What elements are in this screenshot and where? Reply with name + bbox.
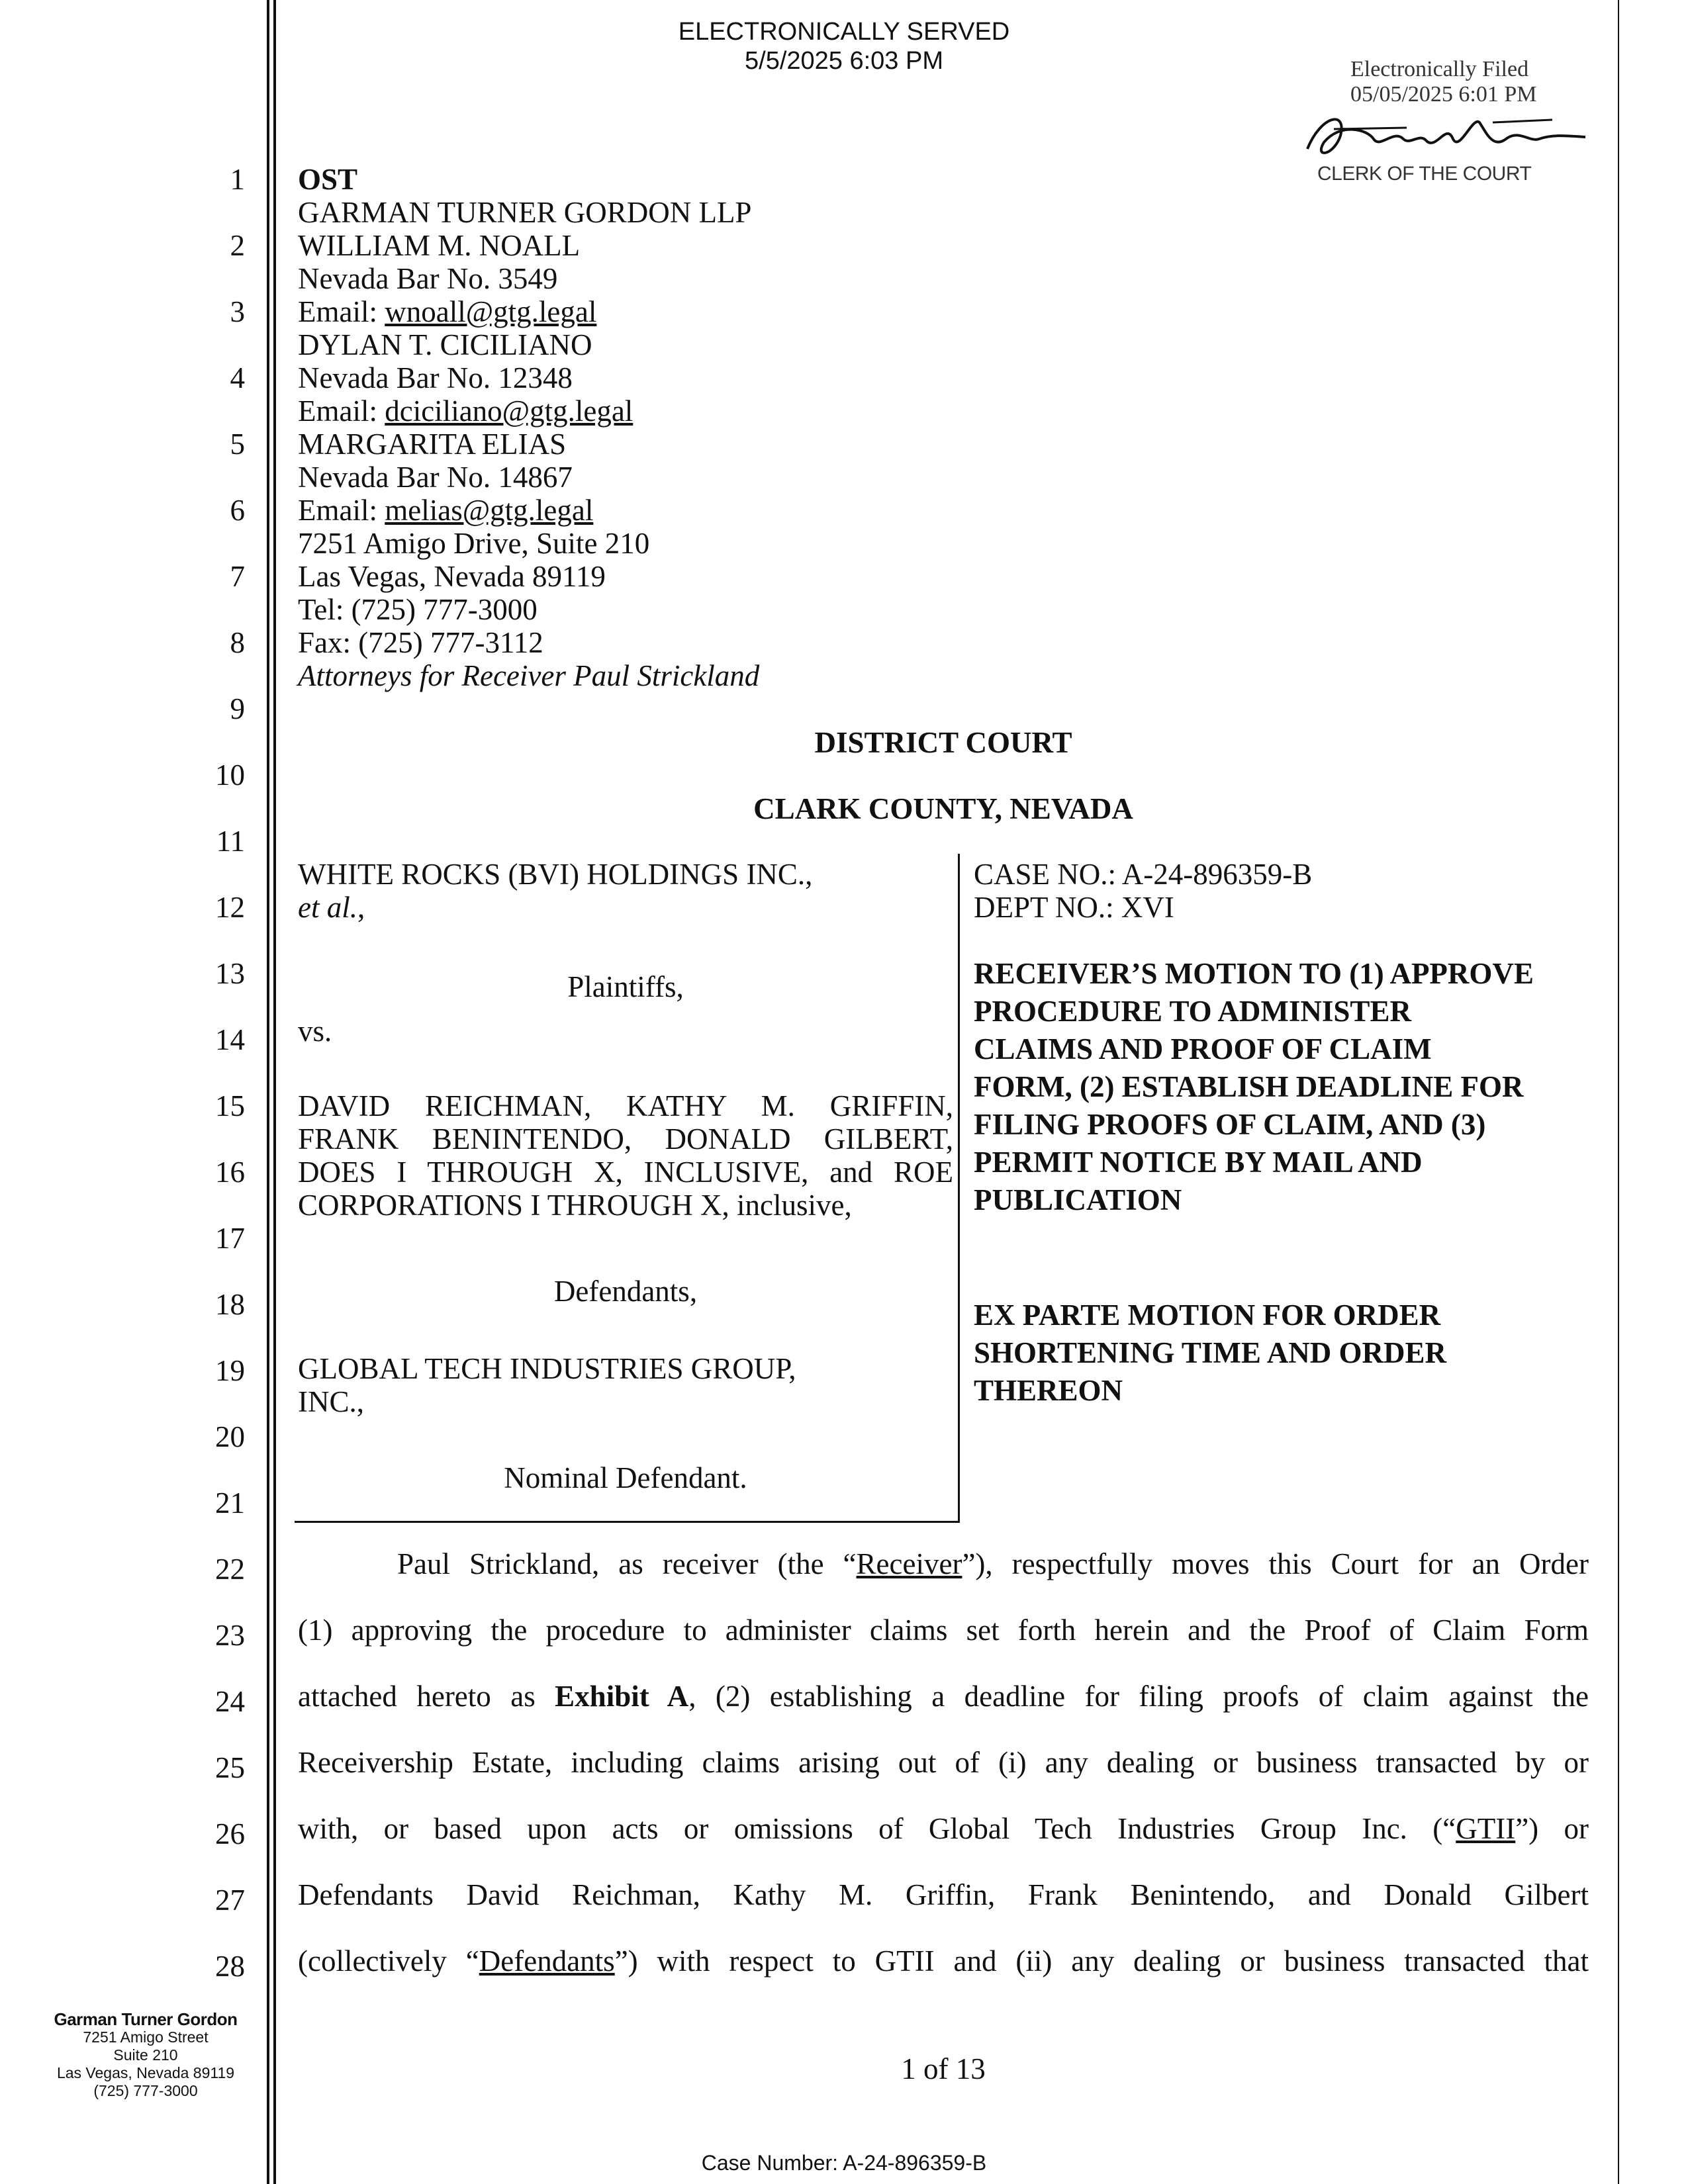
motion-title-line: PUBLICATION [974,1183,1182,1216]
email-line [298,295,759,328]
body-line: Defendants David Reichman, Kathy M. Griffin, Frank Benintendo, and Donald Gilbert [298,1878,1589,1911]
address-line: Las Vegas, Nevada 89119 [298,560,606,593]
email-link[interactable]: melias@gtg.legal [385,494,594,527]
line-number: 15 [215,1089,245,1122]
electronically-filed-stamp [1350,57,1536,107]
line-number: 8 [230,626,245,659]
plaintiff-name: WHITE ROCKS (BVI) HOLDINGS INC., [298,858,813,891]
body-line [298,1944,1589,1978]
firm-name: GARMAN TURNER GORDON LLP [298,196,752,229]
attorney-name: WILLIAM M. NOALL [298,229,581,262]
text-run: , (2) establishing a deadline for filing proofs of claim against the [688,1680,1589,1713]
plaintiffs-label: Plaintiffs, [567,970,684,1003]
line-number: 24 [215,1685,245,1718]
email-label: Email: [298,494,385,527]
court-county: CLARK COUNTY, NEVADA [753,792,1133,825]
line-number: 2 [230,229,245,262]
motion-title [974,955,1609,1219]
line-number: 20 [215,1420,245,1453]
court-name: DISTRICT COURT [814,726,1072,759]
line-number: 7 [230,560,245,593]
line-number: 28 [215,1950,245,1983]
left-margin-rule-outer [267,0,269,2184]
body-line [298,1680,1589,1713]
line-number: 13 [215,957,245,990]
line-number: 22 [215,1553,245,1586]
line-number: 19 [215,1354,245,1387]
text-run: ”), respectfully moves this Court for an Order [962,1547,1589,1580]
body-line [298,1812,1589,1845]
comma: , [357,891,365,924]
ex-parte-title-line: THEREON [974,1374,1123,1407]
line-number: 17 [215,1222,245,1255]
right-margin-rule [1618,0,1619,2184]
bar-number: Nevada Bar No. 14867 [298,461,573,494]
motion-title-line: FILING PROOFS OF CLAIM, AND (3) [974,1108,1486,1141]
efiled-datetime: 05/05/2025 6:01 PM [1350,82,1537,107]
line-number: 27 [215,1884,245,1917]
attorneys-for: Attorneys for Receiver Paul Strickland [298,659,760,692]
bar-number: Nevada Bar No. 12348 [298,361,573,394]
efiled-label: Electronically Filed [1350,57,1529,81]
line-number: 5 [230,428,245,461]
defendants-line: DOES I THROUGH X, INCLUSIVE, and ROE [298,1156,953,1189]
line-number: 4 [230,361,245,394]
served-title: ELECTRONICALLY SERVED [678,18,1010,46]
email-link[interactable]: wnoall@gtg.legal [385,295,597,328]
ex-parte-title [974,1297,1609,1410]
attorney-name: DYLAN T. CICILIANO [298,328,592,361]
firm-footer-city: Las Vegas, Nevada 89119 [56,2064,235,2081]
department-number: DEPT NO.: XVI [974,891,1174,924]
body-line: Receivership Estate, including claims arising out of (i) any dealing or business transacted by or [298,1746,1589,1779]
defendants-line: FRANK BENINTENDO, DONALD GILBERT, [298,1122,953,1156]
line-number: 1 [230,163,245,196]
line-number: 6 [230,494,245,527]
line-number: 9 [230,692,245,725]
line-number: 11 [216,825,245,858]
line-number: 25 [215,1751,245,1784]
line-number: 23 [215,1619,245,1652]
body-line [397,1547,1589,1580]
email-line [298,494,759,527]
telephone: Tel: (725) 777-3000 [298,593,538,626]
body-line: (1) approving the procedure to administer claims set forth herein and the Proof of Claim Form [298,1614,1589,1647]
line-number: 14 [215,1023,245,1056]
line-number: 3 [230,295,245,328]
plaintiff-et-al [298,891,365,924]
attorney-name: MARGARITA ELIAS [298,428,567,461]
motion-title-line: PROCEDURE TO ADMINISTER [974,995,1411,1028]
text-run: (collectively “ [298,1944,479,1978]
motion-title-line: FORM, (2) ESTABLISH DEADLINE FOR [974,1070,1524,1103]
text-run: ”) with respect to GTII and (ii) any dealing or business transacted that [614,1944,1589,1978]
text-run: Paul Strickland, as receiver (the “ [397,1547,857,1580]
bar-number: Nevada Bar No. 3549 [298,262,558,295]
nominal-defendant-name: GLOBAL TECH INDUSTRIES GROUP, [298,1352,796,1385]
nominal-defendant-label: Nominal Defendant. [504,1461,747,1494]
line-number: 18 [215,1288,245,1321]
firm-footer-street: 7251 Amigo Street [83,2028,209,2046]
defendants-label: Defendants, [553,1275,698,1308]
firm-footer-suite: Suite 210 [113,2046,178,2064]
line-number: 26 [215,1817,245,1850]
firm-footer-name: Garman Turner Gordon [54,2009,238,2029]
caption-divider-horizontal [295,1521,960,1523]
page-number: 1 of 13 [901,2052,986,2085]
ex-parte-title-line: SHORTENING TIME AND ORDER [974,1336,1446,1369]
et-al: et al. [298,891,357,924]
defined-term: Defendants [479,1944,615,1978]
motion-title-line: CLAIMS AND PROOF OF CLAIM [974,1032,1432,1066]
email-line [298,394,759,428]
text-run: with, or based upon acts or omissions of Global Tech Industries Group Inc. (“ [298,1812,1456,1845]
email-label: Email: [298,295,385,328]
line-number: 16 [215,1156,245,1189]
defendants-line: CORPORATIONS I THROUGH X, inclusive, [298,1189,852,1222]
defendants-line: DAVID REICHMAN, KATHY M. GRIFFIN, [298,1089,953,1122]
line-number: 12 [215,891,245,924]
clerk-of-court-label: CLERK OF THE COURT [1317,163,1532,185]
exhibit-reference: Exhibit A [555,1680,689,1713]
text-run: attached hereto as [298,1680,555,1713]
versus: vs. [298,1015,332,1048]
email-link[interactable]: dciciliano@gtg.legal [385,394,633,428]
clerk-signature [1294,103,1599,165]
address-line: 7251 Amigo Drive, Suite 210 [298,527,650,560]
document-code: OST [298,163,358,196]
line-number: 10 [215,758,245,792]
served-datetime: 5/5/2025 6:03 PM [745,47,943,75]
defined-term: GTII [1456,1812,1516,1845]
motion-title-line: RECEIVER’S MOTION TO (1) APPROVE [974,957,1534,990]
case-number-footer: Case Number: A-24-896359-B [701,2151,987,2175]
left-margin-rule-inner [273,0,276,2184]
ex-parte-title-line: EX PARTE MOTION FOR ORDER [974,1298,1441,1332]
fax: Fax: (725) 777-3112 [298,626,543,659]
motion-title-line: PERMIT NOTICE BY MAIL AND [974,1146,1423,1179]
case-number: CASE NO.: A-24-896359-B [974,858,1313,891]
line-number: 21 [215,1486,245,1520]
counsel-block [298,163,759,692]
nominal-defendant-name: INC., [298,1385,364,1418]
email-label: Email: [298,394,385,428]
caption-divider-vertical [958,854,960,1523]
defined-term: Receiver [856,1547,962,1580]
text-run: ”) or [1515,1812,1589,1845]
firm-footer-phone: (725) 777-3000 [93,2082,198,2099]
